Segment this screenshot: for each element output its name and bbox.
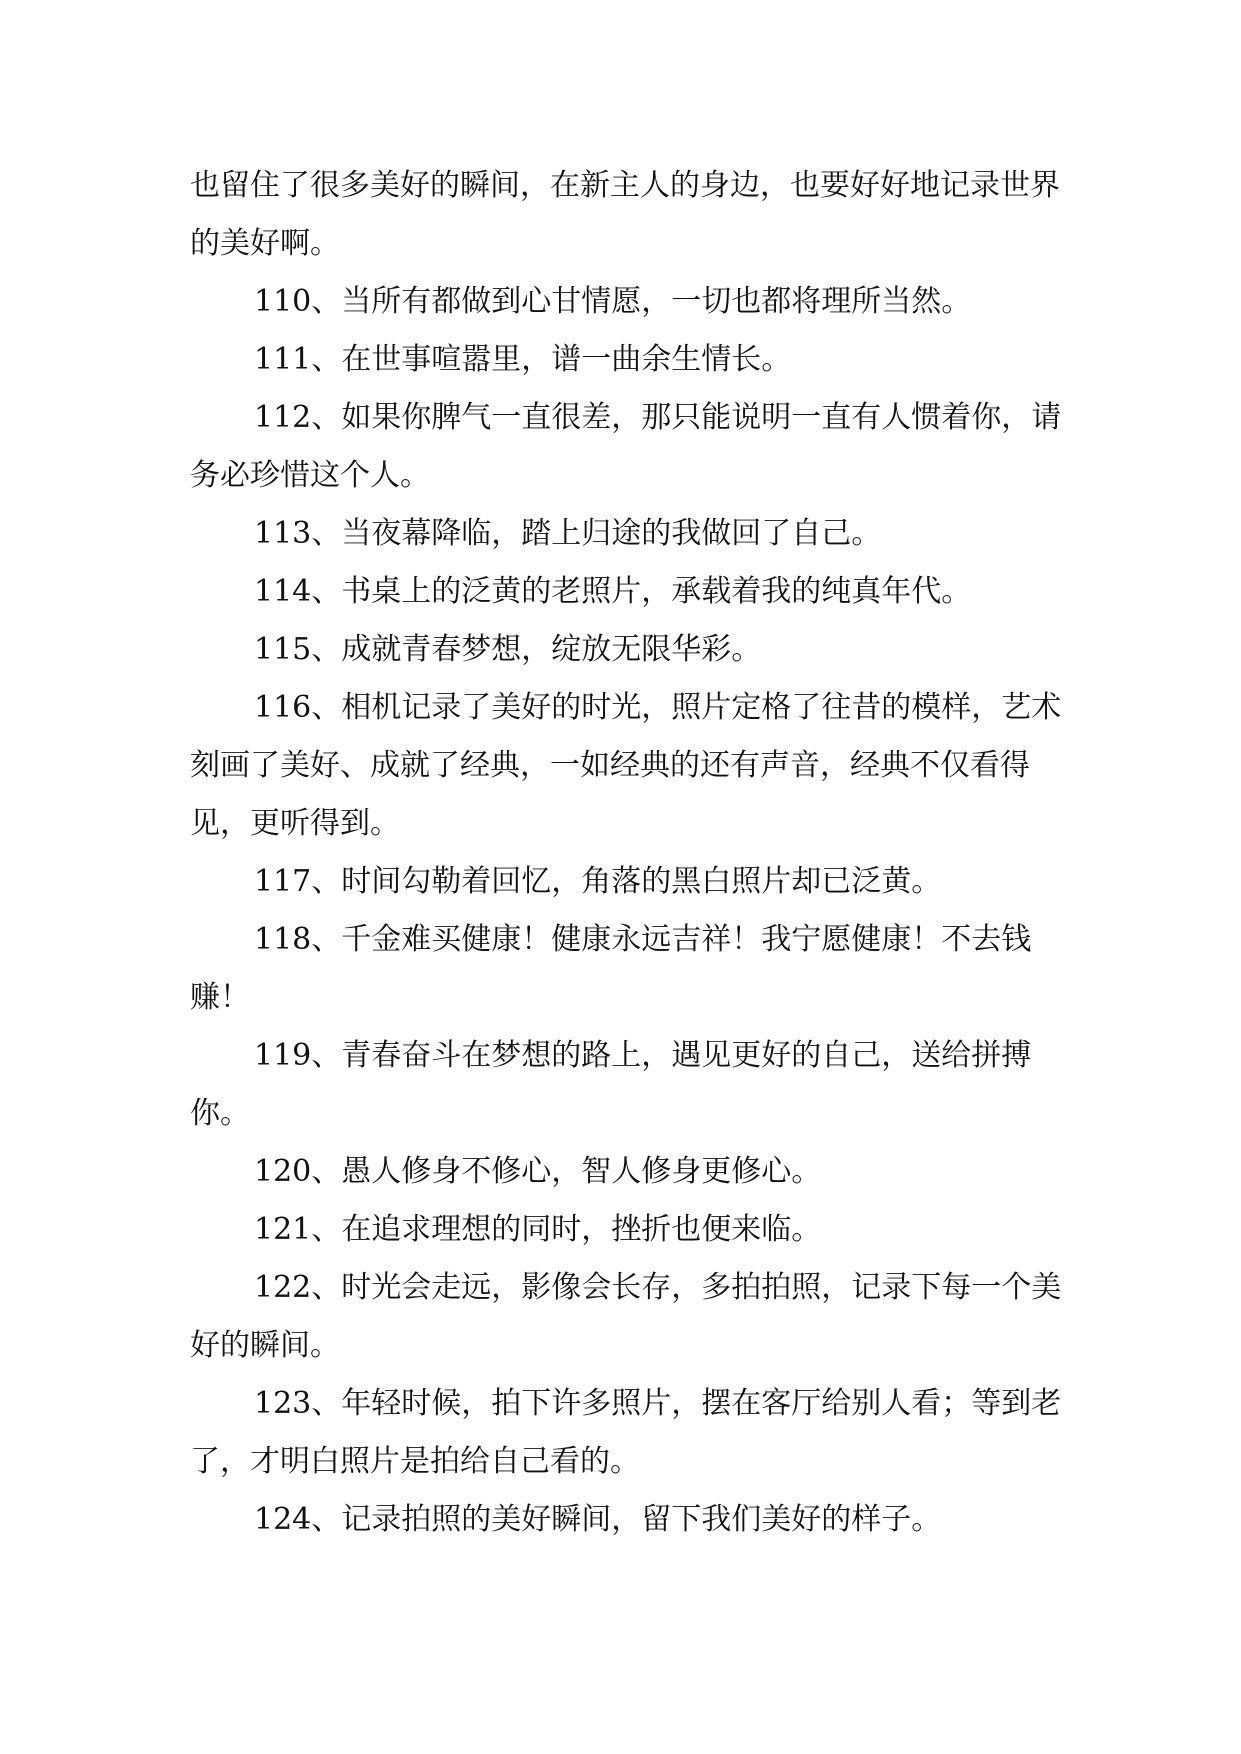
paragraph-122: 122、时光会走远，影像会长存，多拍拍照，记录下每一个美好的瞬间。 (190, 1270, 1062, 1363)
paragraph-118: 118、千金难买健康！健康永远吉祥！我宁愿健康！不去钱赚！ (190, 922, 1032, 1015)
paragraph-110: 110、当所有都做到心甘情愿，一切也都将理所当然。 (254, 284, 972, 319)
paragraph-115: 115、成就青春梦想，绽放无限华彩。 (254, 632, 762, 667)
paragraph-111: 111、在世事喧嚣里，谱一曲余生情长。 (254, 342, 792, 377)
document-body (190, 157, 1070, 1549)
paragraph-124: 124、记录拍照的美好瞬间，留下我们美好的样子。 (254, 1502, 942, 1537)
paragraph-119: 119、青春奋斗在梦想的路上，遇见更好的自己，送给拼搏你。 (190, 1038, 1032, 1131)
paragraph-121: 121、在追求理想的同时，挫折也便来临。 (254, 1212, 822, 1247)
paragraph-120: 120、愚人修身不修心，智人修身更修心。 (254, 1154, 822, 1189)
paragraph-113: 113、当夜幕降临，踏上归途的我做回了自己。 (254, 516, 882, 551)
paragraph-continued: 也留住了很多美好的瞬间，在新主人的身边，也要好好地记录世界的美好啊。 (190, 168, 1060, 261)
paragraph-112: 112、如果你脾气一直很差，那只能说明一直有人惯着你，请务必珍惜这个人。 (190, 400, 1062, 493)
paragraph-117: 117、时间勾勒着回忆，角落的黑白照片却已泛黄。 (254, 864, 942, 899)
paragraph-114: 114、书桌上的泛黄的老照片，承载着我的纯真年代。 (254, 574, 972, 609)
paragraph-123: 123、年轻时候，拍下许多照片，摆在客厅给别人看；等到老了，才明白照片是拍给自己看的。 (190, 1386, 1062, 1479)
paragraph-116: 116、相机记录了美好的时光，照片定格了往昔的模样，艺术刻画了美好、成就了经典，一如经典的还有声音，经典不仅看得见，更听得到。 (190, 690, 1062, 841)
